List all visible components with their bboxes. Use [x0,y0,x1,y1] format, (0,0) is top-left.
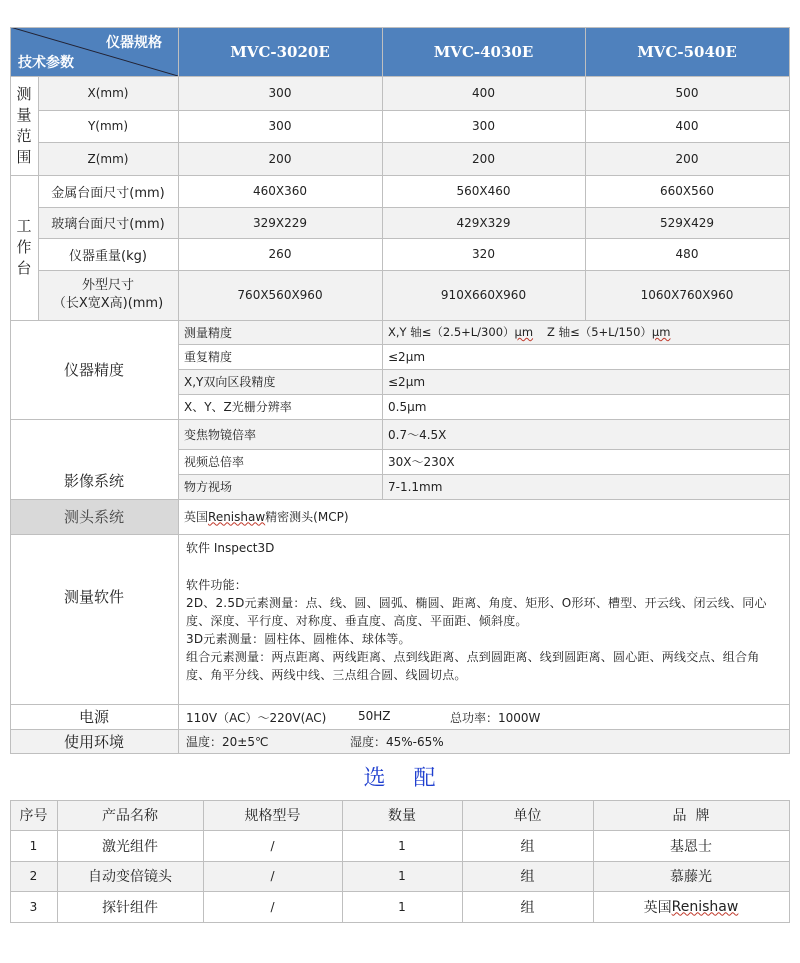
options-qty: 1 [398,899,406,914]
imaging-value: 7-1.1mm [388,479,443,494]
row-label-y: Y(mm) [87,119,129,133]
probe-prefix: 英国 [184,510,209,524]
options-name: 探针组件 [102,899,158,916]
options-header-no: 序号 [19,808,48,824]
value-cell: 260 [268,247,292,261]
probe-group-label: 测头系统 [10,499,178,534]
accuracy-group-label: 仪器精度 [63,361,124,379]
imaging-value: 0.7～4.5X [388,427,447,442]
options-unit: 组 [520,869,535,885]
value-cell: 300 [472,119,495,133]
accuracy-name: X,Y双向区段精度 [184,375,276,389]
probe-brand: Renishaw [208,509,266,524]
software-group-label: 测量软件 [63,587,124,606]
options-header-name: 产品名称 [102,808,158,824]
value-cell: 400 [472,86,495,100]
power-group-label: 电源 [78,708,109,726]
software-functions: 软件功能： 2D、2.5D元素测量：点、线、圆、圆弧、椭圆、距离、角度、矩形、O形环、槽型、开云线、闭云线、同心度、深度、平行度、对称度、垂直度、高度、平面距、倾斜度。 3D元素测量：圆柱体、圆椎体、球体等。 组合元素测量：两点距离、两线距离、点到线距离、点到圆距离、线到圆距离、圆心距、两线交点、组合角度、角平分线、两线中线、三点组合圆、线圆切点。 [186,578,767,682]
options-spec: / [270,838,275,853]
unit-micrometer: μm [651,325,671,339]
imaging-name: 视频总倍率 [184,455,245,469]
options-no: 1 [29,838,38,853]
row-label-x: X(mm) [87,86,129,100]
value-cell: 560X460 [456,184,511,198]
options-header-unit: 单位 [513,808,542,824]
imaging-name: 变焦物镜倍率 [184,427,257,442]
options-no: 2 [29,869,38,883]
workbench-group-label: 工 作 台 [16,217,32,277]
accuracy-name: 测量精度 [184,325,233,340]
measure-accuracy-xy: X,Y 轴≤（2.5+L/300） [388,325,515,339]
environment-group-label: 使用环境 [10,729,178,753]
value-cell: 910X660X960 [440,288,527,302]
measure-accuracy-z: Z 轴≤（5+L/150） [547,325,652,339]
options-name: 自动变倍镜头 [88,869,172,885]
imaging-group-label: 影像系统 [63,471,124,490]
row-label-metal-table: 金属台面尺寸(mm) [51,185,165,201]
accuracy-name: X、Y、Z光栅分辨率 [184,400,292,414]
options-no: 3 [29,899,38,914]
options-brand-name: Renishaw [671,898,739,915]
value-cell: 200 [268,151,292,166]
value-cell: 1060X760X960 [640,288,734,302]
unit-micrometer: μm [514,325,534,339]
environment-humidity: 湿度：45%-65% [350,735,444,749]
model-header-2: MVC-4030E [382,27,585,76]
value-cell: 660X560 [659,184,715,198]
row-label-weight: 仪器重量(kg) [69,248,147,264]
options-name: 激光组件 [102,838,158,855]
row-label-z: Z(mm) [87,151,129,166]
imaging-value: 30X～230X [388,455,455,469]
options-header-brand: 品 牌 [672,808,710,824]
accuracy-value: 0.5μm [388,399,427,414]
accuracy-value: ≤2μm [388,374,426,389]
options-header-spec: 规格型号 [244,808,301,824]
probe-suffix: 精密测头(MCP) [265,510,349,524]
value-cell: 529X429 [659,215,715,230]
value-cell: 429X329 [456,215,511,230]
value-cell: 300 [268,86,292,100]
corner-bottom-label: 技术参数 [18,55,74,71]
options-unit: 组 [520,899,535,916]
power-voltage: 110V（AC）～220V(AC) [186,711,327,725]
corner-top-label: 仪器规格 [106,35,162,51]
model-header-3: MVC-5040E [585,27,789,76]
accuracy-value: ≤2μm [388,349,426,364]
measure-range-group-label: 测 量 范 围 [16,84,32,166]
options-title: 选 配 [363,766,436,791]
value-cell: 480 [675,247,699,261]
options-brand-prefix: 英国 [643,899,672,916]
value-cell: 329X229 [252,215,308,230]
value-cell: 760X560X960 [237,288,323,302]
options-brand: 慕藤光 [670,869,712,885]
imaging-name: 物方视场 [184,480,233,494]
model-header-1: MVC-3020E [178,27,382,76]
value-cell: 400 [675,119,699,133]
software-name: 软件 Inspect3D [186,541,275,555]
value-cell: 200 [472,151,495,166]
value-cell: 460X360 [252,184,308,198]
options-qty: 1 [398,838,406,853]
row-label-dimensions: 外型尺寸 （长X宽X高)(mm) [52,278,164,311]
value-cell: 300 [268,119,292,133]
value-cell: 200 [675,151,699,166]
options-brand: 基恩士 [670,838,712,855]
power-total: 总功率：1000W [450,711,541,725]
options-header-qty: 数量 [388,808,416,824]
options-spec: / [270,899,275,914]
row-label-glass-table: 玻璃台面尺寸(mm) [51,217,165,232]
value-cell: 500 [675,86,699,100]
power-frequency: 50HZ [358,709,391,723]
environment-temperature: 温度：20±5℃ [186,735,269,749]
options-qty: 1 [398,869,406,883]
options-spec: / [270,869,275,883]
value-cell: 320 [472,247,495,261]
options-unit: 组 [520,838,535,855]
accuracy-name: 重复精度 [184,350,233,364]
